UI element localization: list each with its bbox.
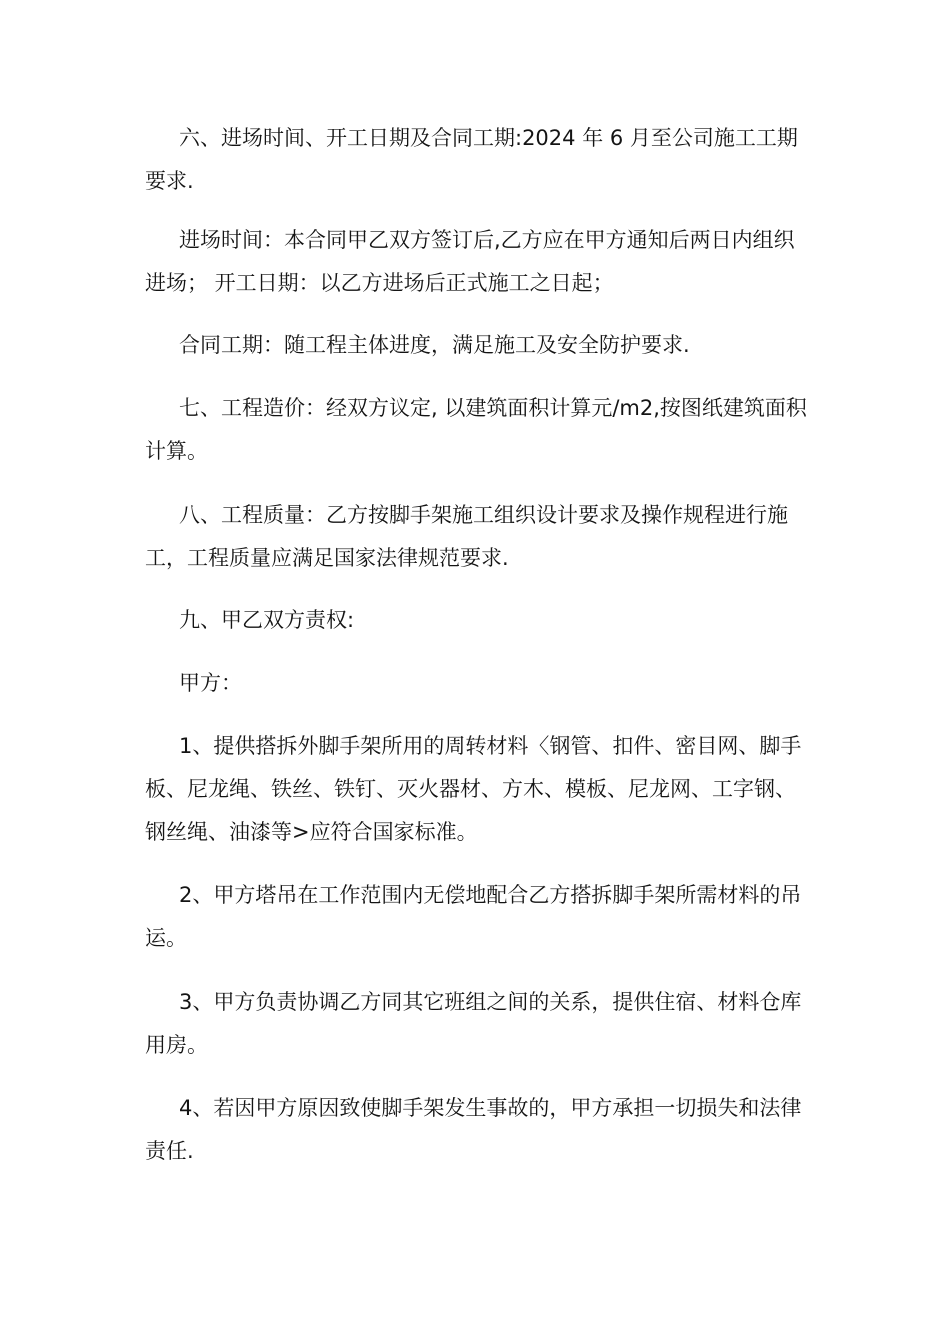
paragraph-section-8: 八、工程质量：乙方按脚手架施工组织设计要求及操作规程进行施工，工程质量应满足国家法律规范要求. (145, 503, 788, 570)
paragraph-item-2: 2、甲方塔吊在工作范围内无偿地配合乙方搭拆脚手架所需材料的吊运。 (145, 883, 802, 950)
paragraph-section-7: 七、工程造价：经双方议定, 以建筑面积计算元/m2,按图纸建筑面积计算。 (145, 396, 807, 463)
paragraph-section-6: 六、进场时间、开工日期及合同工期:2024 年 6 月至公司施工工期要求. (145, 126, 798, 193)
paragraph-contract-period: 合同工期：随工程主体进度，满足施工及安全防护要求. (179, 333, 690, 357)
paragraph-section-9: 九、甲乙双方责权: (179, 608, 355, 632)
paragraph-party-a-heading: 甲方： (179, 671, 242, 695)
paragraph-item-4: 4、若因甲方原因致使脚手架发生事故的，甲方承担一切损失和法律责任. (145, 1096, 802, 1163)
paragraph-item-1: 1、提供搭拆外脚手架所用的周转材料〈钢管、扣件、密目网、脚手板、尼龙绳、铁丝、铁钉、灭火器材、方木、模板、尼龙网、工字钢、钢丝绳、油漆等>应符合国家标准。 (145, 734, 802, 844)
paragraph-item-3: 3、甲方负责协调乙方同其它班组之间的关系，提供住宿、材料仓库用房。 (145, 990, 802, 1057)
paragraph-entry-time: 进场时间：本合同甲乙双方签订后,乙方应在甲方通知后两日内组织进场； 开工日期：以乙方进场后正式施工之日起； (145, 228, 795, 295)
